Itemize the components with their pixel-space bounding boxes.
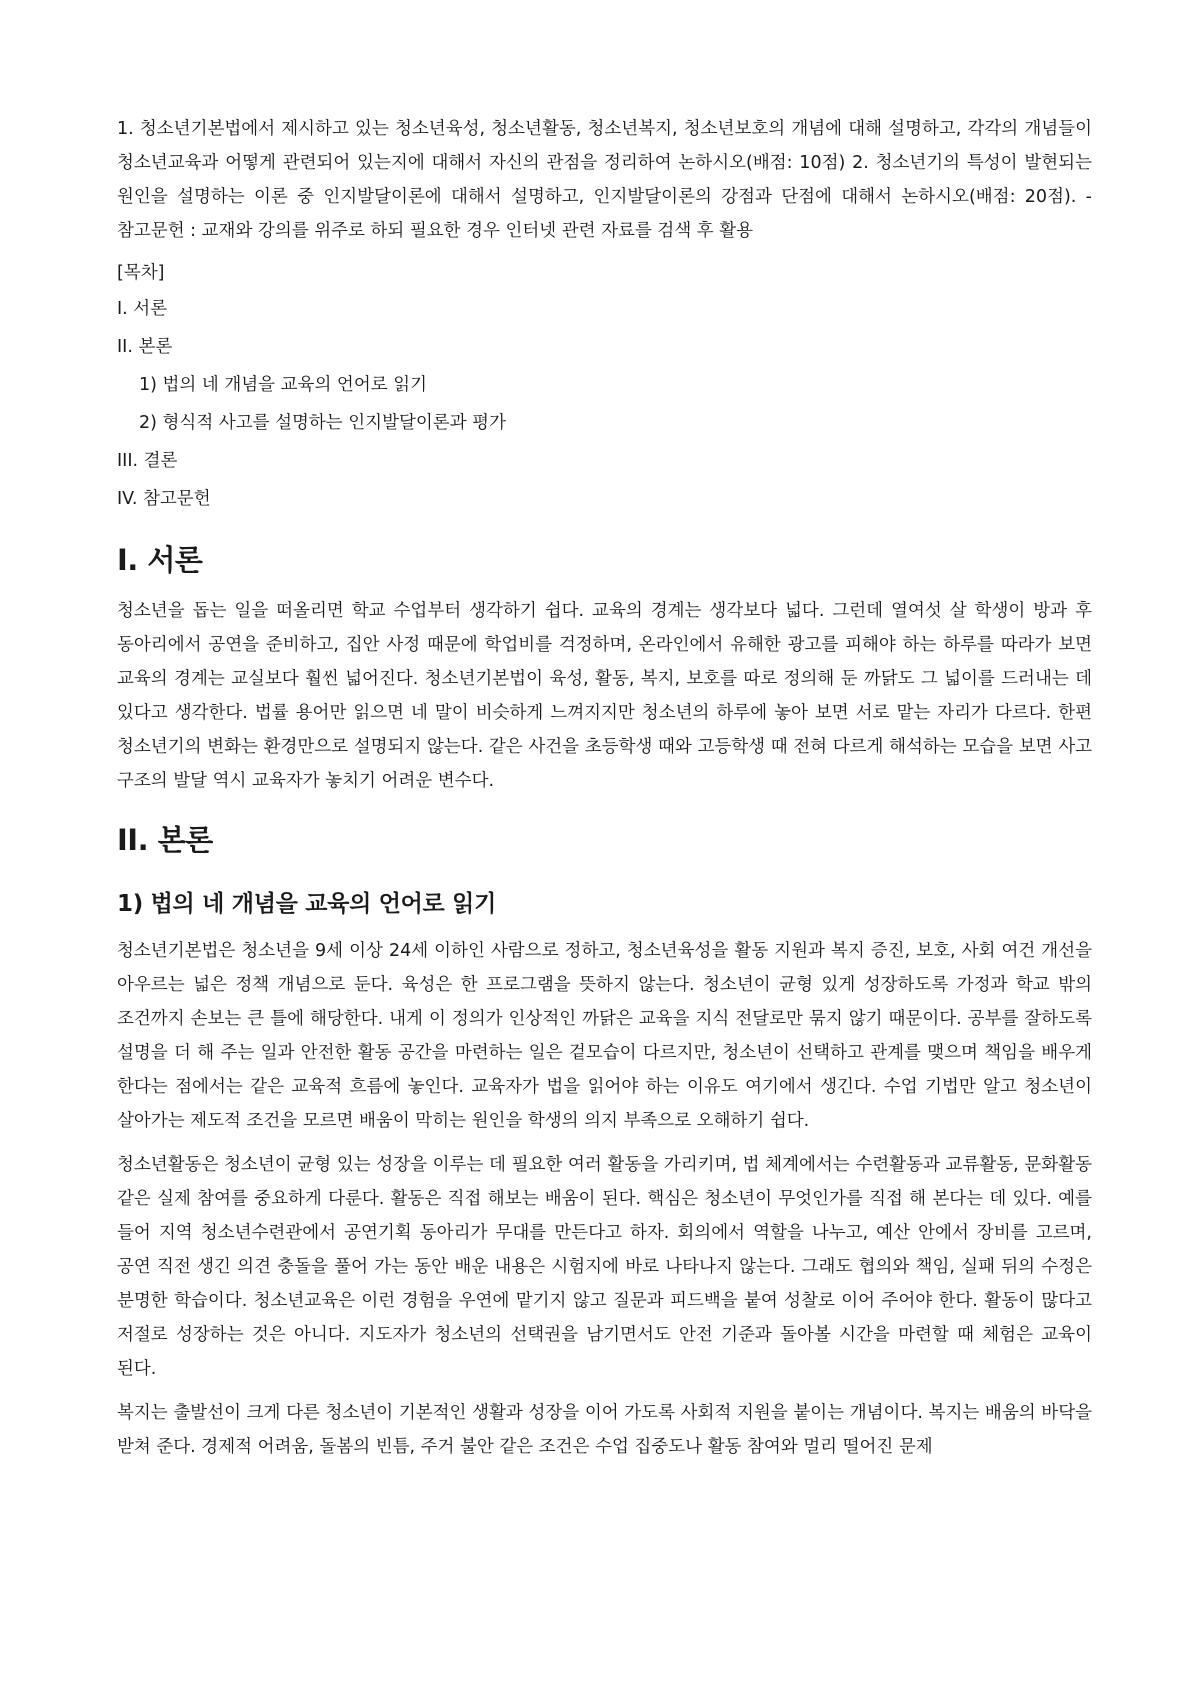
toc-item: 2) 형식적 사고를 설명하는 인지발달이론과 평가 xyxy=(139,413,506,433)
table-of-contents xyxy=(117,290,1092,518)
toc-title: [목차] xyxy=(117,263,165,283)
body-paragraph: 복지는 출발선이 크게 다른 청소년이 기본적인 생활과 성장을 이어 가도록 사회적 지원을 붙이는 개념이다. 복지는 배움의 바닥을 받쳐 준다. 경제적 어려움, 돌봄의 빈틈, 주거 불안 같은 조건은 수업 집중도나 활동 참여와 멀리 떨어진 문제 xyxy=(117,1403,1092,1457)
subsection-heading: 1) 법의 네 개념을 교육의 언어로 읽기 xyxy=(117,891,497,917)
body-paragraph: 청소년기본법은 청소년을 9세 이상 24세 이하인 사람으로 정하고, 청소년육성을 활동 지원과 복지 증진, 보호, 사회 여건 개선을 아우르는 넓은 정책 개념으로 둔다. 육성은 한 프로그램을 뜻하지 않는다. 청소년이 균형 있게 성장하도록 가정과 학교 밖의 조건까지 손보는 큰 틀에 해당한다. 내게 이 정의가 인상적인 까닭은 교육을 지식 전달로만 묶지 않기 때문이다. 공부를 잘하도록 설명을 더 해 주는 일과 안전한 활동 공간을 마련하는 일은 겉모습이 다르지만, 청소년이 선택하고 관계를 맺으며 책임을 배우게 한다는 점에서는 같은 교육적 흐름에 놓인다. 교육자가 법을 읽어야 하는 이유도 여기에서 생긴다. 수업 기법만 알고 청소년이 살아가는 제도적 조건을 모르면 배움이 막히는 원인을 학생의 의지 부족으로 오해하기 쉽다. xyxy=(117,941,1092,1131)
toc-item: I. 서론 xyxy=(117,299,168,319)
assignment-prompt: 1. 청소년기본법에서 제시하고 있는 청소년육성, 청소년활동, 청소년복지, 청소년보호의 개념에 대해 설명하고, 각각의 개념들이 청소년교육과 어떻게 관련되어 있는지에 대해서 자신의 관점을 정리하여 논하시오(배점: 10점) 2. 청소년기의 특성이 발현되는 원인을 설명하는 이론 중 인지발달이론에 대해서 설명하고, 인지발달이론의 강점과 단점에 대해서 논하시오(배점: 20점). - 참고문헌 : 교재와 강의를 위주로 하되 필요한 경우 인터넷 관련 자료를 검색 후 활용 xyxy=(117,119,1092,241)
body-paragraph: 청소년활동은 청소년이 균형 있는 성장을 이루는 데 필요한 여러 활동을 가리키며, 법 체계에서는 수련활동과 교류활동, 문화활동 같은 실제 참여를 중요하게 다룬다. 활동은 직접 해보는 배움이 된다. 핵심은 청소년이 무엇인가를 직접 해 본다는 데 있다. 예를 들어 지역 청소년수련관에서 공연기획 동아리가 무대를 만든다고 하자. 회의에서 역할을 나누고, 예산 안에서 장비를 고르며, 공연 직전 생긴 의견 충돌을 풀어 가는 동안 배운 내용은 시험지에 바로 나타나지 않는다. 그래도 협의와 책임, 실패 뒤의 수정은 분명한 학습이다. 청소년교육은 이런 경험을 우연에 맡기지 않고 질문과 피드백을 붙여 성찰로 이어 주어야 한다. 활동이 많다고 저절로 성장하는 것은 아니다. 지도자가 청소년의 선택권을 남기면서도 안전 기준과 돌아볼 시간을 마련할 때 체험은 교육이 된다. xyxy=(117,1155,1092,1379)
section-heading-body: II. 본론 xyxy=(117,823,213,857)
toc-item: III. 결론 xyxy=(117,451,178,471)
toc-item: 1) 법의 네 개념을 교육의 언어로 읽기 xyxy=(139,375,428,395)
body-paragraph: 청소년을 돕는 일을 떠올리면 학교 수업부터 생각하기 쉽다. 교육의 경계는 생각보다 넓다. 그런데 열여섯 살 학생이 방과 후 동아리에서 공연을 준비하고, 집안 사정 때문에 학업비를 걱정하며, 온라인에서 유해한 광고를 피해야 하는 하루를 따라가 보면 교육의 경계는 교실보다 훨씬 넓어진다. 청소년기본법이 육성, 활동, 복지, 보호를 따로 정의해 둔 까닭도 그 넓이를 드러내는 데 있다고 생각한다. 법률 용어만 읽으면 네 말이 비슷하게 느껴지지만 청소년의 하루에 놓아 보면 서로 맡는 자리가 다르다. 한편 청소년기의 변화는 환경만으로 설명되지 않는다. 같은 사건을 초등학생 때와 고등학생 때 전혀 다르게 해석하는 모습을 보면 사고 구조의 발달 역시 교육자가 놓치기 어려운 변수다. xyxy=(117,601,1092,791)
toc-item: II. 본론 xyxy=(117,337,173,357)
section-heading-introduction: I. 서론 xyxy=(117,543,203,577)
toc-item: IV. 참고문헌 xyxy=(117,489,211,509)
